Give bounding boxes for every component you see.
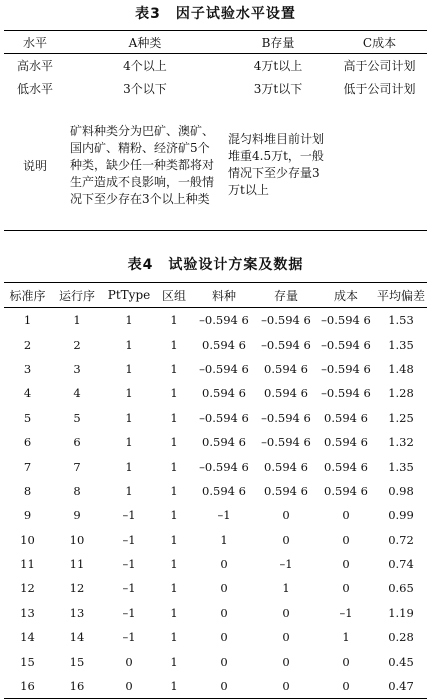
- table4-cell: 1: [125, 361, 133, 376]
- table4-cell: 0: [282, 508, 290, 523]
- table-row: [4, 674, 427, 699]
- table3-header-cell: A种类: [66, 31, 224, 54]
- table4-cell: 6: [23, 435, 32, 450]
- table4-cell: 0.74: [388, 557, 414, 572]
- table4-cell: 13: [20, 605, 35, 620]
- table4-cell: 10: [20, 532, 35, 547]
- table4-cell: 0.594 6: [202, 337, 246, 352]
- table4-cell: 0.594 6: [324, 459, 368, 474]
- table-row: [4, 430, 427, 454]
- table4-cell: 1: [170, 483, 178, 498]
- table3-cell: 高于公司计划: [343, 59, 416, 73]
- table4-cell: 16: [69, 679, 85, 694]
- table4-cell: 1: [170, 630, 178, 645]
- table-row: [4, 528, 427, 552]
- table4-cell: 0: [342, 654, 350, 669]
- table3-cell: 4万t以上: [253, 59, 303, 73]
- table4-cell: 0.594 6: [324, 483, 368, 498]
- table4-cell: 0.98: [388, 483, 414, 498]
- table4-cell: 13: [69, 605, 85, 620]
- table-row: [4, 308, 427, 333]
- table4-cell: –1: [122, 605, 136, 620]
- table4-cell: 2: [23, 337, 32, 352]
- table4-cell: –1: [122, 581, 136, 596]
- table4-cell: 0.594 6: [264, 459, 308, 474]
- table4-cell: 0.594 6: [264, 483, 308, 498]
- table4-cell: 1: [125, 386, 133, 401]
- table4-cell: 1: [170, 386, 178, 401]
- table4-cell: 9: [23, 508, 32, 523]
- table3-note-b: 混匀料堆目前计划堆重4.5万t，一般情况下至少存量3万t以上: [228, 132, 325, 197]
- table4-cell: 11: [69, 557, 85, 572]
- table4-cell: –1: [217, 508, 231, 523]
- table4-cell: 1: [73, 313, 81, 328]
- table3-note-row: [4, 100, 427, 231]
- table-row: [4, 601, 427, 625]
- table4-cell: 1: [170, 508, 178, 523]
- table4-cell: 1: [125, 483, 133, 498]
- table3-cell: 高水平: [16, 59, 53, 73]
- table4-cell: 16: [20, 679, 35, 694]
- table3-cell: 低水平: [16, 82, 53, 96]
- table4-header-cell: 运行序: [51, 283, 103, 308]
- table4-cell: 0: [220, 630, 228, 645]
- table4-cell: 0.594 6: [202, 386, 246, 401]
- table4-cell: 3: [73, 361, 81, 376]
- table4-cell: –0.594 6: [261, 410, 311, 425]
- table4-cell: 6: [73, 435, 81, 450]
- table-row: [4, 381, 427, 405]
- table4-cell: 9: [73, 508, 81, 523]
- table4-cell: 1: [170, 557, 178, 572]
- table4-cell: 1.19: [388, 605, 414, 620]
- table4-cell: 0: [125, 679, 133, 694]
- table-row: [4, 649, 427, 673]
- table3-header-row: [4, 31, 427, 54]
- table-row: [4, 406, 427, 430]
- table4-cell: 2: [73, 337, 81, 352]
- table4-cell: –0.594 6: [321, 386, 371, 401]
- table4-cell: –1: [122, 557, 136, 572]
- table4-cell: 12: [69, 581, 85, 596]
- table4-cell: –0.594 6: [199, 459, 249, 474]
- table4-cell: 1: [282, 581, 290, 596]
- table4-cell: –1: [279, 557, 293, 572]
- table4-cell: 5: [23, 410, 32, 425]
- table4-cell: 1.28: [388, 386, 414, 401]
- table4-cell: 0.72: [388, 532, 414, 547]
- table4-cell: 0.594 6: [324, 435, 368, 450]
- table3-caption: 表3 因子试验水平设置: [135, 6, 296, 22]
- table4-cell: 0: [282, 654, 290, 669]
- table-row: [4, 332, 427, 356]
- table4-header-cell: 料种: [193, 283, 255, 308]
- table4-cell: 1: [170, 654, 178, 669]
- factor-level-table: [4, 30, 427, 231]
- table4-cell: –0.594 6: [261, 337, 311, 352]
- table4-cell: 1.35: [388, 459, 414, 474]
- table4-cell: 0: [342, 532, 350, 547]
- table4-header-cell: 标准序: [4, 283, 51, 308]
- table4-cell: 1.32: [388, 435, 414, 450]
- table4-cell: –0.594 6: [321, 361, 371, 376]
- table4-cell: 4: [23, 386, 32, 401]
- table-row: [4, 576, 427, 600]
- table4-cell: 11: [20, 557, 35, 572]
- table3-row: [4, 77, 427, 100]
- table4-cell: 0: [282, 532, 290, 547]
- table4-cell: –1: [122, 508, 136, 523]
- table4-cell: –0.594 6: [321, 337, 371, 352]
- table4-cell: 12: [20, 581, 35, 596]
- table3-note-empty: [332, 100, 427, 231]
- table3-cell: 低于公司计划: [343, 82, 416, 96]
- experiment-design-table: [4, 282, 427, 699]
- table3-note-label: 说明: [22, 158, 47, 173]
- table4-cell: 0: [220, 679, 228, 694]
- table4-caption: 表4 试验设计方案及数据: [127, 257, 304, 273]
- table4-cell: –0.594 6: [321, 313, 371, 328]
- table4-cell: 8: [73, 483, 81, 498]
- table4-cell: 0: [342, 508, 350, 523]
- table4-cell: 1: [170, 337, 178, 352]
- table4-cell: 0: [342, 557, 350, 572]
- table4-cell: 0.45: [388, 654, 414, 669]
- table4-cell: 1: [170, 435, 178, 450]
- table4-cell: 0: [220, 605, 228, 620]
- table4-cell: 1.53: [388, 313, 414, 328]
- table4-cell: 7: [73, 459, 81, 474]
- table3-note-cell: [224, 100, 332, 231]
- table4-cell: 15: [20, 654, 35, 669]
- table4-cell: 0: [342, 679, 350, 694]
- table4-header-row: [4, 283, 427, 308]
- table4-cell: 10: [69, 532, 85, 547]
- table4-cell: 15: [69, 654, 85, 669]
- table4-body: [4, 308, 427, 699]
- table4-cell: 1: [170, 581, 178, 596]
- table4-cell: 1: [220, 532, 228, 547]
- table4-cell: 0: [342, 581, 350, 596]
- table3-cell: 3万t以下: [253, 82, 303, 96]
- table4-cell: 0.594 6: [264, 386, 308, 401]
- table4-cell: 1: [125, 313, 133, 328]
- table3-cell: 4个以上: [123, 59, 167, 73]
- table3-note-a: 矿料种类分为巴矿、澳矿、国内矿、精粉、经济矿5个种类，缺少任一种类都将对生产造成不良影响，一般情况下至少存在3个以上种类: [70, 123, 215, 206]
- table4-cell: 0: [282, 679, 290, 694]
- table4-cell: 0.594 6: [202, 483, 246, 498]
- table-row: [4, 503, 427, 527]
- table4-cell: –0.594 6: [199, 313, 249, 328]
- table-row: [4, 552, 427, 576]
- table4-cell: 1: [23, 313, 32, 328]
- table4-cell: –0.594 6: [261, 435, 311, 450]
- table3-row: [4, 54, 427, 78]
- table4-cell: 1: [125, 337, 133, 352]
- table-row: [4, 479, 427, 503]
- table4-cell: 0: [282, 630, 290, 645]
- table4-cell: 1: [125, 435, 133, 450]
- table4-cell: 0.594 6: [202, 435, 246, 450]
- table4-cell: 1: [170, 532, 178, 547]
- table4-cell: –0.594 6: [199, 361, 249, 376]
- table4-cell: 0.99: [388, 508, 414, 523]
- table4-cell: –1: [339, 605, 353, 620]
- table4-cell: 1: [170, 679, 178, 694]
- table-row: [4, 454, 427, 478]
- table4-header-cell: 存量: [255, 283, 317, 308]
- table4-cell: –0.594 6: [261, 313, 311, 328]
- table4-cell: 1: [170, 313, 178, 328]
- table4-cell: 0.28: [388, 630, 414, 645]
- table3-header-cell: C成本: [332, 31, 427, 54]
- table-row: [4, 357, 427, 381]
- table4-cell: 0: [220, 581, 228, 596]
- table3-header-cell: B存量: [224, 31, 332, 54]
- table3-cell: 3个以下: [123, 82, 167, 96]
- table4-cell: 0: [125, 654, 133, 669]
- table4-cell: 7: [23, 459, 32, 474]
- table4-cell: 4: [73, 386, 81, 401]
- table4-header-cell: 成本: [317, 283, 375, 308]
- table4-cell: 1: [125, 410, 133, 425]
- table4-cell: 0.594 6: [264, 361, 308, 376]
- table4-header-cell: PtType: [103, 283, 155, 308]
- table4-cell: 3: [23, 361, 32, 376]
- table4-cell: 1: [170, 361, 178, 376]
- table3-note-cell: [66, 100, 224, 231]
- table4-cell: 1: [170, 459, 178, 474]
- table4-cell: 1.25: [388, 410, 414, 425]
- table4-cell: –0.594 6: [199, 410, 249, 425]
- table4-cell: –1: [122, 532, 136, 547]
- table4-cell: 1: [342, 630, 350, 645]
- table4-cell: –1: [122, 630, 136, 645]
- table4-cell: 5: [73, 410, 81, 425]
- table3-header-cell: 水平: [4, 31, 66, 54]
- table4-header-cell: 平均偏差: [375, 283, 427, 308]
- table4-cell: 0: [220, 557, 228, 572]
- table4-cell: 0.594 6: [324, 410, 368, 425]
- table4-cell: 8: [23, 483, 32, 498]
- table-row: [4, 625, 427, 649]
- table4-cell: 1.48: [388, 361, 414, 376]
- table4-cell: 1: [170, 410, 178, 425]
- table4-cell: 14: [69, 630, 85, 645]
- table4-header-cell: 区组: [155, 283, 193, 308]
- table4-cell: 0: [220, 654, 228, 669]
- table4-cell: 1: [125, 459, 133, 474]
- table4-cell: 0.47: [388, 679, 414, 694]
- table4-cell: 0.65: [388, 581, 414, 596]
- table4-cell: 14: [20, 630, 35, 645]
- table4-cell: 0: [282, 605, 290, 620]
- table4-cell: 1: [170, 605, 178, 620]
- table4-cell: 1.35: [388, 337, 414, 352]
